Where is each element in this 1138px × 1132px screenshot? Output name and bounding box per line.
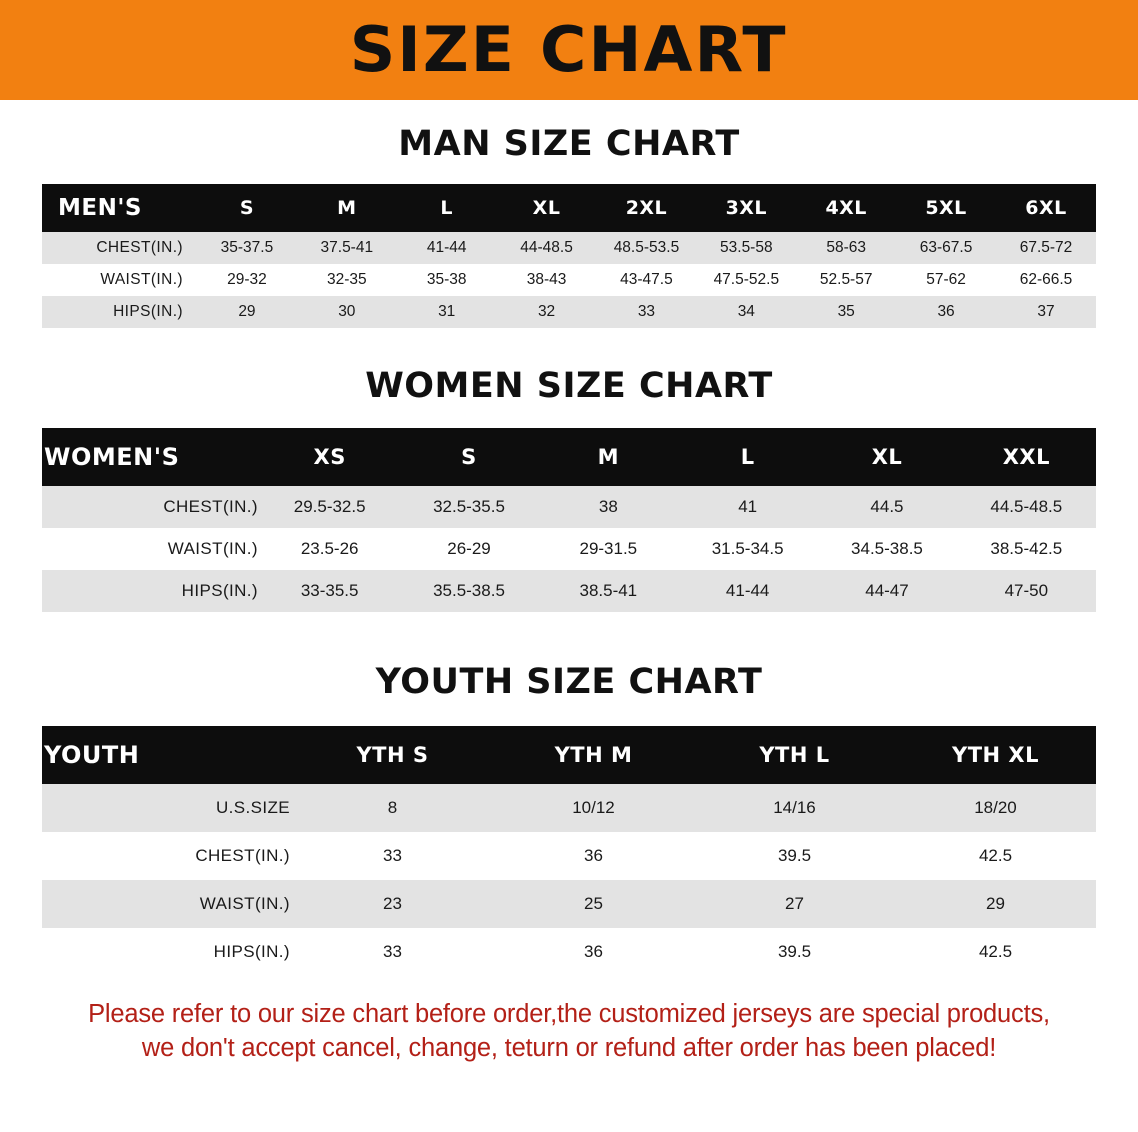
cell: 41-44 (426, 239, 467, 256)
cell: 48.5-53.5 (613, 239, 680, 256)
women-header-label: WOMEN'S (44, 443, 180, 471)
cell: 32-35 (326, 271, 367, 288)
cell: 37 (1037, 303, 1055, 320)
cell: 14/16 (773, 798, 816, 817)
cell: 29-31.5 (579, 539, 638, 558)
cell: 31.5-34.5 (711, 539, 784, 558)
cell: 34.5-38.5 (851, 539, 923, 558)
cell: 57-62 (926, 271, 966, 288)
cell: 36 (937, 303, 955, 320)
women-col-4: XL (871, 445, 903, 469)
cell: 44.5 (870, 497, 904, 516)
table-row (42, 784, 1096, 832)
table-row (42, 832, 1096, 880)
cell: 42.5 (978, 942, 1013, 961)
cell: 27 (785, 894, 804, 913)
cell: 38.5-42.5 (990, 539, 1063, 558)
women-section-title: WOMEN SIZE CHART (365, 366, 773, 406)
cell: 37.5-41 (320, 239, 374, 256)
cell: 38-43 (526, 271, 567, 288)
row-label: WAIST(IN.) (100, 271, 183, 288)
cell: 41 (738, 497, 758, 516)
row-label: CHEST(IN.) (195, 846, 290, 865)
row-label: WAIST(IN.) (199, 894, 290, 913)
youth-table-body (42, 784, 1096, 976)
women-table-body (42, 486, 1096, 612)
cell: 32.5-35.5 (433, 497, 505, 516)
cell: 29.5-32.5 (293, 497, 366, 516)
cell: 35-37.5 (220, 239, 274, 256)
cell: 44-48.5 (520, 239, 573, 256)
table-header-row (42, 726, 1096, 784)
row-label: HIPS(IN.) (113, 303, 183, 320)
cell: 44-47 (865, 581, 909, 600)
man-col-6: 4XL (825, 197, 867, 219)
cell: 53.5-58 (720, 239, 773, 256)
women-col-1: S (461, 445, 477, 469)
youth-col-1: YTH M (554, 743, 633, 767)
man-col-5: 3XL (725, 197, 768, 219)
table-header-row (42, 184, 1096, 232)
cell: 47.5-52.5 (713, 271, 780, 288)
cell: 62-66.5 (1019, 271, 1073, 288)
youth-section-title: YOUTH SIZE CHART (375, 662, 763, 702)
youth-table-head (42, 726, 1096, 784)
cell: 47-50 (1004, 581, 1049, 600)
man-size-table (42, 184, 1096, 328)
women-table-head (42, 428, 1096, 486)
table-row (42, 296, 1096, 328)
cell: 67.5-72 (1019, 239, 1073, 256)
disclaimer-note (36, 998, 1102, 1066)
man-section-title: MAN SIZE CHART (398, 124, 740, 164)
row-label: HIPS(IN.) (181, 581, 258, 600)
man-table-wrapper (0, 184, 1138, 328)
cell: 33-35.5 (300, 581, 359, 600)
cell: 18/20 (974, 798, 1017, 817)
cell: 23 (383, 894, 402, 913)
cell: 39.5 (777, 942, 812, 961)
youth-col-3: YTH XL (952, 743, 1039, 767)
cell: 26-29 (447, 539, 491, 558)
table-row (42, 928, 1096, 976)
cell: 31 (438, 303, 456, 320)
disclaimer-line-1: Please refer to our size chart before order,the customized jerseys are special products, (88, 1000, 1050, 1028)
table-row (42, 528, 1096, 570)
cell: 23.5-26 (300, 539, 359, 558)
youth-table-wrapper (0, 726, 1138, 976)
cell: 58-63 (826, 239, 867, 256)
row-label: U.S.SIZE (215, 798, 290, 817)
cell: 29 (986, 894, 1005, 913)
man-table-body (42, 232, 1096, 328)
cell: 10/12 (572, 798, 615, 817)
women-col-3: L (740, 445, 755, 469)
table-row (42, 264, 1096, 296)
youth-col-2: YTH L (759, 743, 830, 767)
man-col-2: L (440, 197, 453, 219)
table-row (42, 880, 1096, 928)
cell: 39.5 (777, 846, 812, 865)
women-col-5: XXL (1002, 445, 1050, 469)
youth-header-label: YOUTH (44, 741, 140, 769)
table-row (42, 570, 1096, 612)
cell: 52.5-57 (819, 271, 873, 288)
man-col-4: 2XL (625, 197, 668, 219)
cell: 8 (387, 798, 398, 817)
cell: 36 (584, 942, 603, 961)
page-title: SIZE CHART (350, 13, 788, 86)
women-col-0: XS (313, 445, 346, 469)
women-col-2: M (597, 445, 620, 469)
cell: 43-47.5 (620, 271, 673, 288)
table-row (42, 486, 1096, 528)
man-col-0: S (239, 197, 255, 219)
cell: 38 (598, 497, 618, 516)
cell: 33 (383, 942, 402, 961)
cell: 32 (537, 303, 556, 320)
man-table-head (42, 184, 1096, 232)
cell: 35-38 (426, 271, 467, 288)
cell: 63-67.5 (919, 239, 973, 256)
man-col-1: M (337, 197, 357, 219)
row-label: CHEST(IN.) (96, 239, 183, 256)
man-col-7: 5XL (925, 197, 967, 219)
row-label: WAIST(IN.) (167, 539, 258, 558)
row-label: HIPS(IN.) (213, 942, 290, 961)
cell: 42.5 (978, 846, 1013, 865)
table-row (42, 232, 1096, 264)
cell: 33 (383, 846, 402, 865)
cell: 36 (584, 846, 603, 865)
man-col-3: XL (532, 197, 561, 219)
cell: 34 (737, 303, 755, 320)
youth-size-table (42, 726, 1096, 976)
women-table-wrapper (0, 428, 1138, 612)
women-size-table (42, 428, 1096, 612)
cell: 33 (637, 303, 656, 320)
man-header-label: MEN'S (58, 195, 142, 221)
man-col-8: 6XL (1025, 197, 1067, 219)
cell: 29-32 (227, 271, 267, 288)
youth-col-0: YTH S (356, 743, 429, 767)
cell: 25 (584, 894, 603, 913)
cell: 30 (338, 303, 356, 320)
cell: 38.5-41 (579, 581, 638, 600)
cell: 41-44 (725, 581, 770, 600)
cell: 35.5-38.5 (433, 581, 505, 600)
table-header-row (42, 428, 1096, 486)
cell: 29 (238, 303, 256, 320)
cell: 35 (837, 303, 855, 320)
cell: 44.5-48.5 (990, 497, 1063, 516)
row-label: CHEST(IN.) (163, 497, 258, 516)
disclaimer-line-2: we don't accept cancel, change, teturn or refund after order has been placed! (141, 1033, 997, 1062)
banner (0, 0, 1138, 100)
